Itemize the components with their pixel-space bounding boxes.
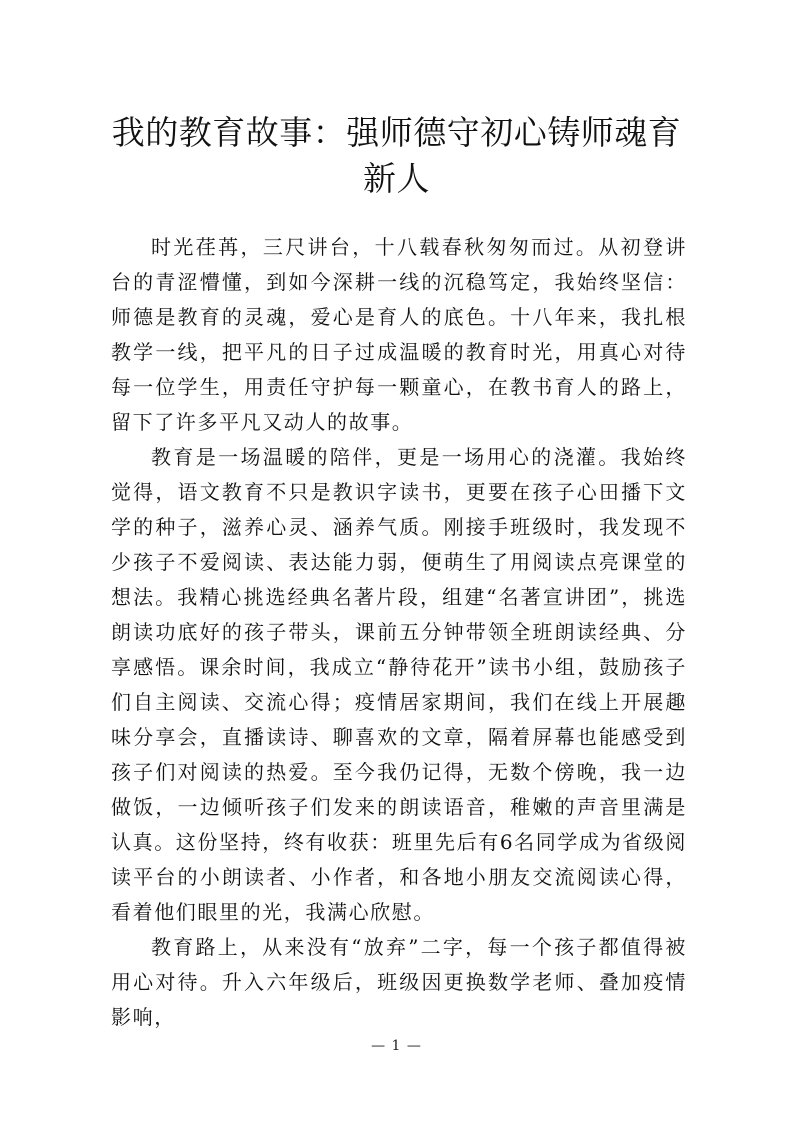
paragraph-2: 教育是一场温暖的陪伴，更是一场用心的浇灌。我始终觉得，语文教育不只是教识字读书，更要在孩子心田播下文学的种子，滋养心灵、涵养气质。刚接手班级时，我发现不少孩子不爱阅读、表达能力弱，便萌生了用阅读点亮课堂的想法。我精心挑选经典名著片段，组建“名著宣讲团”，挑选朗读功底好的孩子带头，课前五分钟带领全班朗读经典、分享感悟。课余时间，我成立“静待花开”读书小组，鼓励孩子们自主阅读、交流心得；疫情居家期间，我们在线上开展趣味分享会，直播读诗、聊喜欢的文章，隔着屏幕也能感受到孩子们对阅读的热爱。至今我仍记得，无数个傍晚，我一边做饭，一边倾听孩子们发来的朗读语音，稚嫩的声音里满是认真。这份坚持，终有收获：班里先后有6名同学成为省级阅读平台的小朗读者、小作者，和各地小朋友交流阅读心得，看着他们眼里的光，我满心欣慰。 [111,445,687,924]
paragraph-3: 教育路上，从来没有“放弃”二字，每一个孩子都值得被用心对待。升入六年级后，班级因更换数学老师、叠加疫情影响， [111,935,687,1029]
document-title: 我的教育故事：强师德守初心铸师魂育新人 [111,113,682,198]
paragraph-1: 时光荏苒，三尺讲台，十八载春秋匆匆而过。从初登讲台的青涩懵懂，到如今深耕一线的沉稳笃定，我始终坚信：师德是教育的灵魂，爱心是育人的底色。十八年来，我扎根教学一线，把平凡的日子过成温暖的教育时光，用真心对待每一位学生，用责任守护每一颗童心，在教书育人的路上，留下了许多平凡又动人的故事。 [111,235,687,434]
document-body [111,230,687,1035]
page-number: — 1 — [371,1038,422,1054]
